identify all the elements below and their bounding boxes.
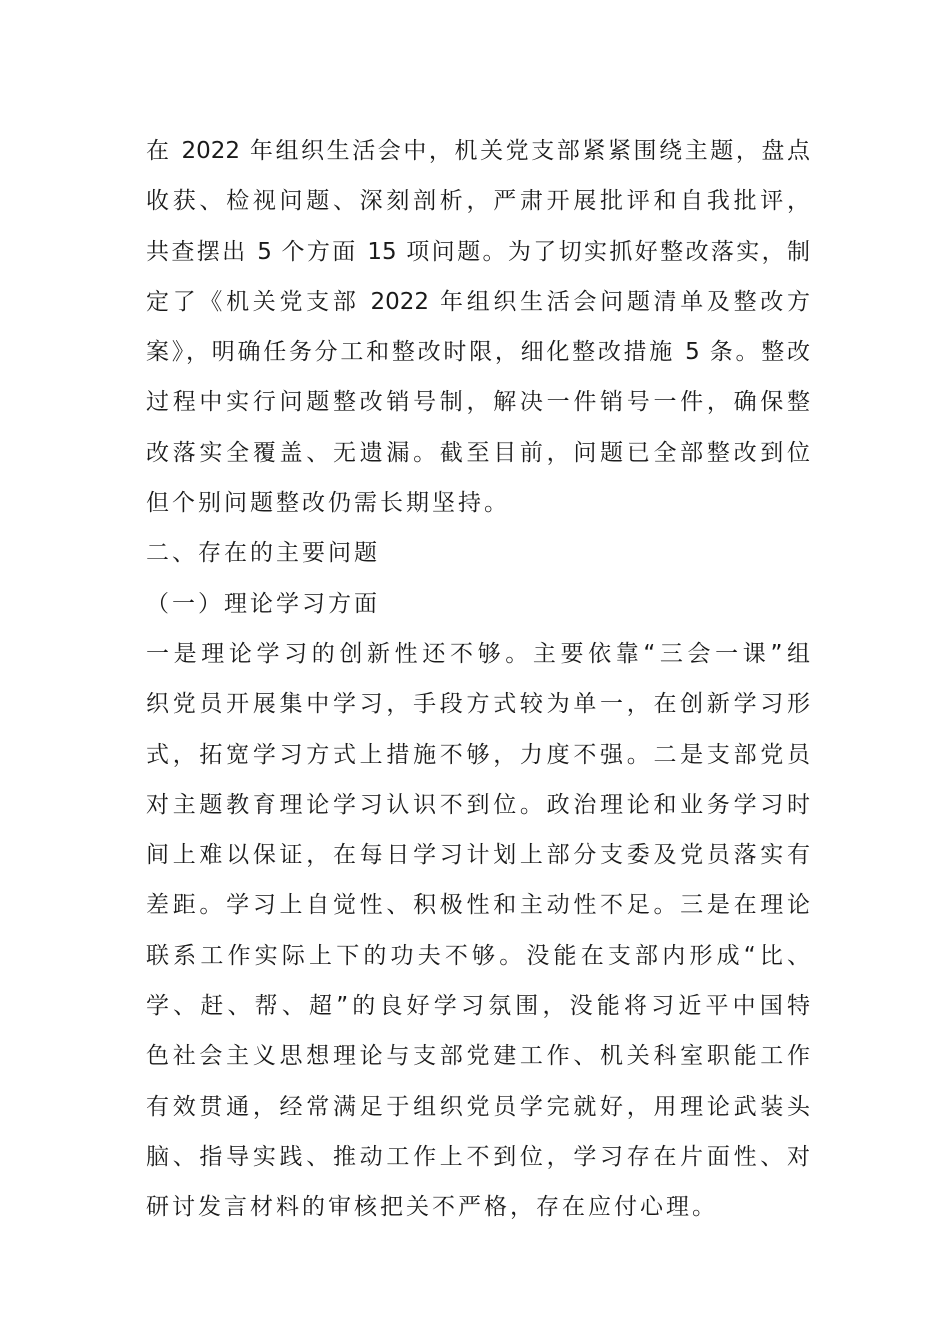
paragraph-line: 研讨发言材料的审核把关不严格，存在应付心理。 <box>146 1194 718 1221</box>
paragraph-line: 色社会主义思想理论与支部党建工作、机关科室职能工作 <box>146 1043 810 1070</box>
paragraph-line: 学、赶、帮、超”的良好学习氛围，没能将习近平中国特 <box>146 993 810 1020</box>
paragraph-line: 脑、指导实践、推动工作上不到位，学习存在片面性、对 <box>146 1143 810 1170</box>
paragraph-line: 在 2022 年组织生活会中，机关党支部紧紧围绕主题，盘点 <box>146 138 810 164</box>
paragraph-line: 织党员开展集中学习，手段方式较为单一，在创新学习形 <box>146 691 810 718</box>
paragraph-line: 共查摆出 5 个方面 15 项问题。为了切实抓好整改落实，制 <box>146 238 810 265</box>
paragraph-line: 改落实全覆盖、无遗漏。截至目前，问题已全部整改到位 <box>146 439 810 466</box>
paragraph-line: 间上难以保证，在每日学习计划上部分支委及党员落实有 <box>146 842 810 869</box>
paragraph-line: 式，拓宽学习方式上措施不够，力度不强。二是支部党员 <box>146 741 810 768</box>
paragraph-line: 过程中实行问题整改销号制，解决一件销号一件，确保整 <box>146 389 810 416</box>
paragraph-line: 一是理论学习的创新性还不够。主要依靠“三会一课”组 <box>146 640 810 667</box>
section-heading: 二、存在的主要问题 <box>146 540 380 567</box>
paragraph-line: 有效贯通，经常满足于组织党员学完就好，用理论武装头 <box>146 1093 810 1120</box>
paragraph-line: 定了《机关党支部 2022 年组织生活会问题清单及整改方 <box>146 288 810 315</box>
paragraph-line: 但个别问题整改仍需长期坚持。 <box>146 490 510 517</box>
subsection-heading: （一）理论学习方面 <box>146 590 380 617</box>
document-body <box>146 126 810 1233</box>
paragraph-line: 联系工作实际上下的功夫不够。没能在支部内形成“比、 <box>146 942 810 969</box>
paragraph-line: 差距。学习上自觉性、积极性和主动性不足。三是在理论 <box>146 892 810 919</box>
paragraph-line: 收获、检视问题、深刻剖析，严肃开展批评和自我批评， <box>146 188 810 215</box>
paragraph-line: 案》，明确任务分工和整改时限，细化整改措施 5 条。整改 <box>146 339 810 366</box>
paragraph-line: 对主题教育理论学习认识不到位。政治理论和业务学习时 <box>146 791 810 818</box>
